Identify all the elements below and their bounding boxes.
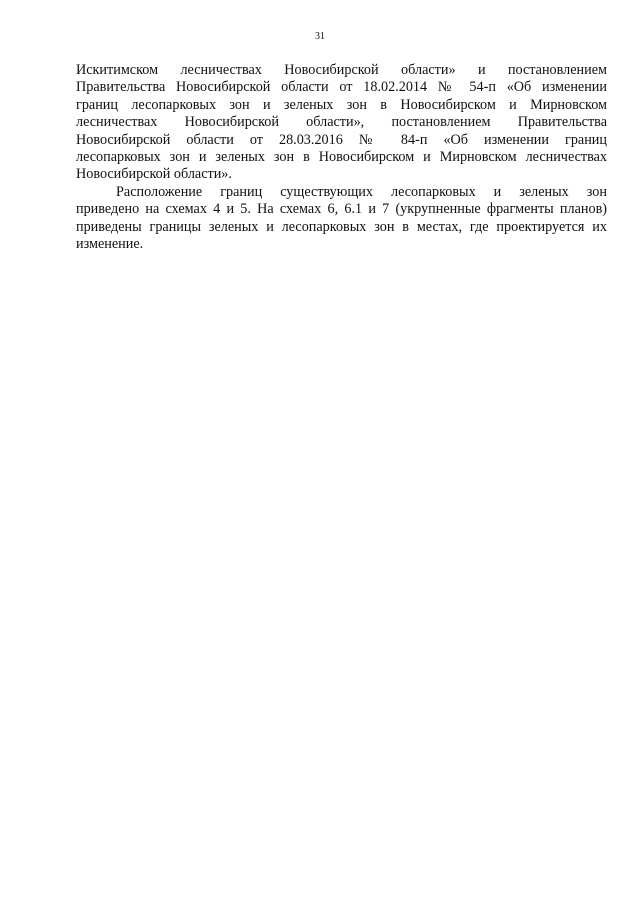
paragraph-2: [76, 184, 607, 254]
paragraph-line: границ лесопарковых зон и зеленых зон в Новосибирском и Мирновском: [76, 96, 607, 113]
paragraph-line: изменение.: [76, 236, 144, 253]
paragraph-line: приведены границы зеленых и лесопарковых зон в местах, где проектируется их: [76, 218, 607, 235]
paragraph-line: приведено на схемах 4 и 5. На схемах 6, 6.1 и 7 (укрупненные фрагменты планов): [76, 201, 607, 218]
paragraph-line: Новосибирской области от 28.03.2016 № 84-п «Об изменении границ: [76, 131, 607, 148]
paragraph-line: Правительства Новосибирской области от 18.02.2014 № 54-п «Об изменении: [76, 79, 607, 96]
paragraph-line: Расположение границ существующих лесопарковых и зеленых зон: [116, 183, 607, 200]
page-number: 31: [315, 31, 325, 42]
paragraph-line: лесничествах Новосибирской области», постановлением Правительства: [76, 114, 607, 131]
paragraph-1: [76, 62, 607, 184]
paragraph-line: лесопарковых зон и зеленых зон в Новосибирском и Мирновском лесничествах: [76, 149, 607, 166]
paragraph-line: Новосибирской области».: [76, 166, 232, 183]
body-text: [76, 62, 607, 253]
paragraph-line: Искитимском лесничествах Новосибирской области» и постановлением: [76, 62, 607, 78]
